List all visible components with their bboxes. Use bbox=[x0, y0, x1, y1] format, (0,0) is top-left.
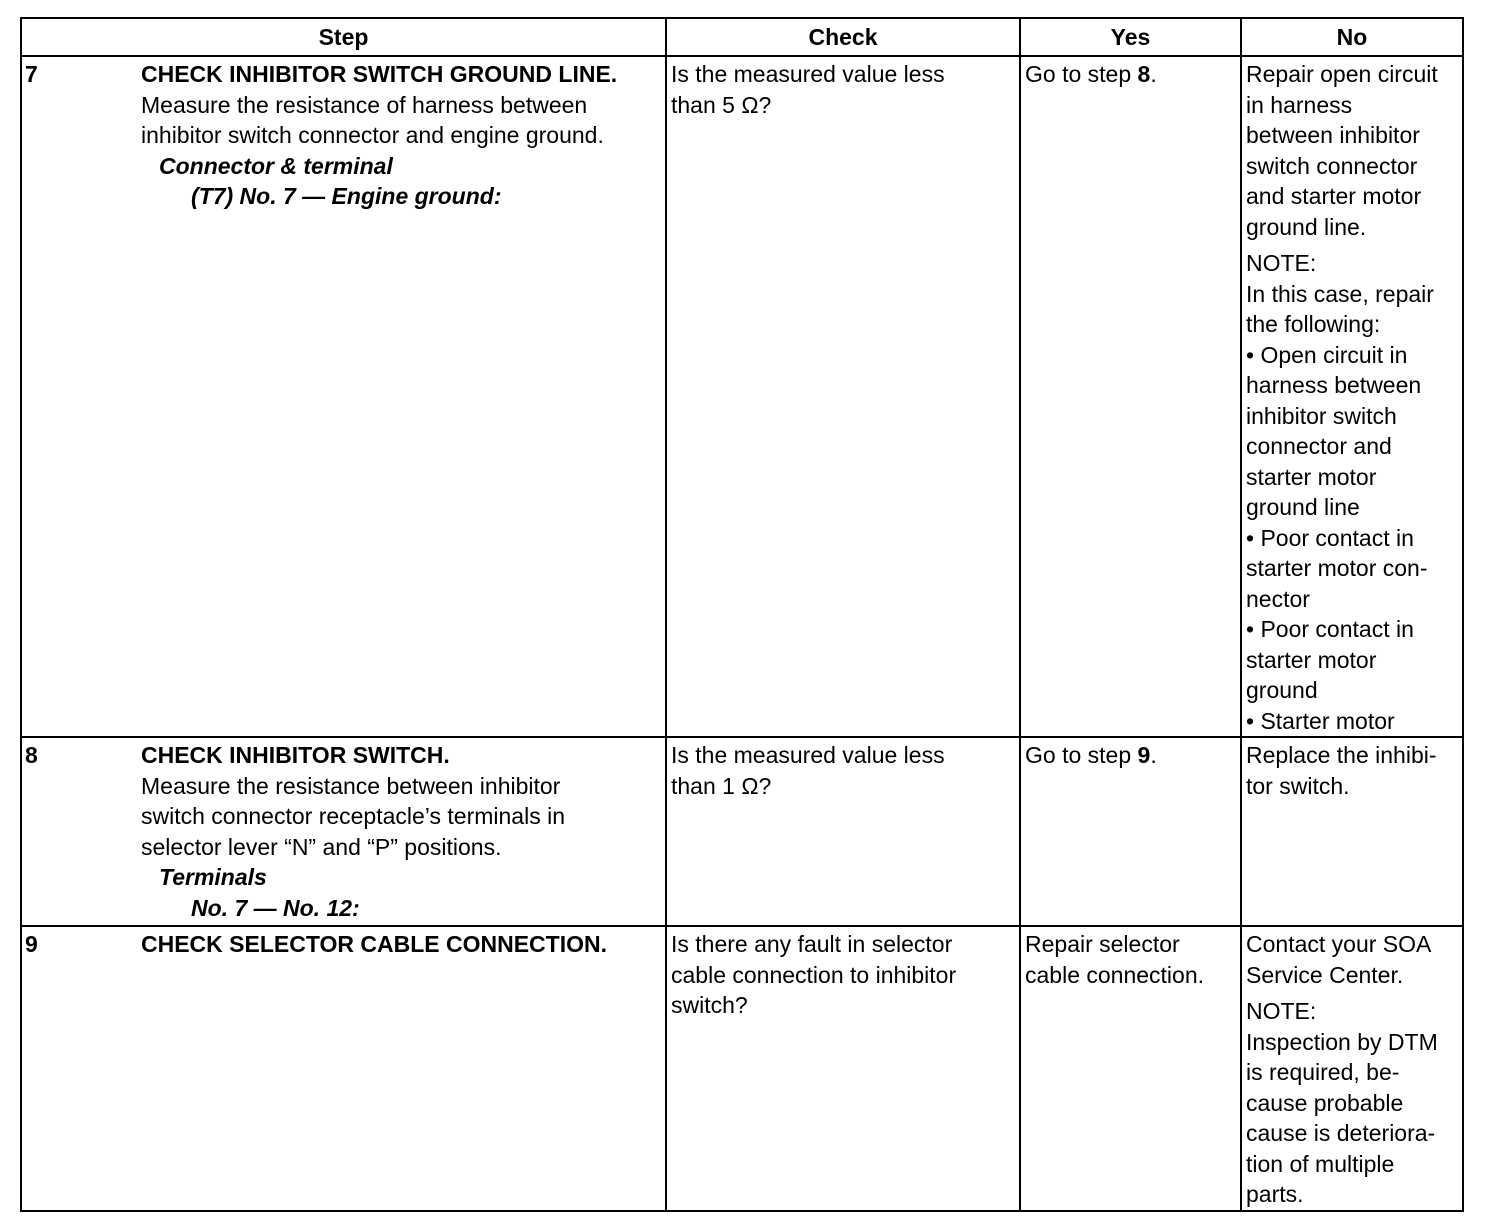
no-line: tor switch. bbox=[1246, 772, 1350, 799]
note-line: Inspection by DTM bbox=[1246, 1028, 1438, 1055]
note-line: the following: bbox=[1246, 311, 1381, 337]
no-line: ground line. bbox=[1246, 213, 1367, 240]
bullet-line: starter motor con- bbox=[1246, 555, 1428, 581]
check-line: Is the measured value less bbox=[671, 742, 945, 768]
bullet-line: starter motor bbox=[1246, 463, 1377, 490]
no-line: Contact your SOA bbox=[1246, 931, 1432, 957]
bullet-item: • Open circuit in bbox=[1246, 340, 1458, 371]
bullet-line: inhibitor switch bbox=[1246, 402, 1397, 429]
header-no: No bbox=[1241, 18, 1463, 56]
yes-suffix: . bbox=[1150, 742, 1157, 768]
yes-line: cable connection. bbox=[1025, 961, 1205, 988]
note-line: tion of multiple bbox=[1246, 1150, 1395, 1177]
diagnostic-table bbox=[20, 17, 1464, 1212]
table-row-step-8 bbox=[21, 737, 1463, 926]
no-line: Repair open circuit bbox=[1246, 61, 1438, 87]
bullet-item: • Poor contact in bbox=[1246, 614, 1458, 645]
no-line: in harness bbox=[1246, 91, 1353, 118]
yes-step-ref: 9 bbox=[1137, 742, 1151, 768]
check-line: than 5 Ω? bbox=[671, 91, 772, 118]
check-line: switch? bbox=[671, 992, 748, 1018]
no-action bbox=[1241, 926, 1463, 1211]
bullet-line: ground line bbox=[1246, 494, 1360, 520]
step-description-line: selector lever “N” and “P” positions. bbox=[141, 833, 502, 860]
step-instructions bbox=[141, 56, 666, 737]
note-label: NOTE: bbox=[1246, 250, 1317, 276]
no-action bbox=[1241, 737, 1463, 926]
note-line: In this case, repair bbox=[1246, 280, 1434, 307]
check-line: Is there any fault in selector bbox=[671, 931, 953, 957]
bullet-line: starter motor bbox=[1246, 646, 1377, 673]
step-title: CHECK INHIBITOR SWITCH. bbox=[141, 742, 450, 768]
table-row-step-9 bbox=[21, 926, 1463, 1211]
note-line: cause probable bbox=[1246, 1089, 1404, 1116]
table-row-step-7 bbox=[21, 56, 1463, 737]
spec-label: Connector & terminal bbox=[159, 152, 393, 179]
step-title: CHECK SELECTOR CABLE CONNECTION. bbox=[141, 931, 607, 957]
note-line: is required, be- bbox=[1246, 1059, 1400, 1085]
bullet-line: connector and bbox=[1246, 433, 1392, 459]
step-description-line: Measure the resistance of harness between bbox=[141, 91, 588, 118]
no-action bbox=[1241, 56, 1463, 737]
note-line: cause is deteriora- bbox=[1246, 1120, 1436, 1146]
header-row bbox=[21, 18, 1463, 56]
yes-action bbox=[1020, 737, 1241, 926]
yes-line: Repair selector bbox=[1025, 931, 1180, 957]
bullet-line: harness between bbox=[1246, 372, 1422, 398]
step-number: 7 bbox=[21, 56, 141, 737]
step-title: CHECK INHIBITOR SWITCH GROUND LINE. bbox=[141, 61, 618, 87]
yes-action bbox=[1020, 56, 1241, 737]
check-line: Is the measured value less bbox=[671, 61, 945, 87]
step-instructions bbox=[141, 737, 666, 926]
check-question bbox=[666, 737, 1020, 926]
step-description-line: Measure the resistance between inhibitor bbox=[141, 772, 561, 799]
step-instructions bbox=[141, 926, 666, 1211]
yes-action bbox=[1020, 926, 1241, 1211]
yes-prefix: Go to step bbox=[1025, 742, 1138, 768]
step-number: 8 bbox=[21, 737, 141, 926]
bullet-line: nector bbox=[1246, 585, 1310, 612]
yes-suffix: . bbox=[1150, 61, 1157, 87]
no-line: switch connector bbox=[1246, 152, 1418, 179]
note-label: NOTE: bbox=[1246, 998, 1317, 1024]
note-line: parts. bbox=[1246, 1181, 1304, 1207]
check-line: than 1 Ω? bbox=[671, 772, 772, 799]
spec-value: No. 7 — No. 12: bbox=[191, 894, 360, 921]
no-line: Service Center. bbox=[1246, 961, 1404, 988]
bullet-line: ground bbox=[1246, 677, 1318, 703]
spec-label: Terminals bbox=[159, 864, 267, 890]
check-question bbox=[666, 926, 1020, 1211]
no-line: between inhibitor bbox=[1246, 122, 1420, 148]
no-line: Replace the inhibi- bbox=[1246, 742, 1437, 768]
header-check: Check bbox=[666, 18, 1020, 56]
step-description-line: switch connector receptacle’s terminals in bbox=[141, 803, 565, 829]
header-yes: Yes bbox=[1020, 18, 1241, 56]
check-question bbox=[666, 56, 1020, 737]
step-description-line: inhibitor switch connector and engine ground. bbox=[141, 122, 604, 148]
bullet-item: • Poor contact in bbox=[1246, 523, 1458, 554]
yes-step-ref: 8 bbox=[1137, 61, 1151, 87]
bullet-item: • Starter motor bbox=[1246, 706, 1458, 737]
check-line: cable connection to inhibitor bbox=[671, 961, 957, 988]
no-line: and starter motor bbox=[1246, 183, 1422, 209]
step-number: 9 bbox=[21, 926, 141, 1211]
yes-prefix: Go to step bbox=[1025, 61, 1138, 87]
header-step: Step bbox=[21, 18, 666, 56]
spec-value: (T7) No. 7 — Engine ground: bbox=[191, 183, 502, 209]
